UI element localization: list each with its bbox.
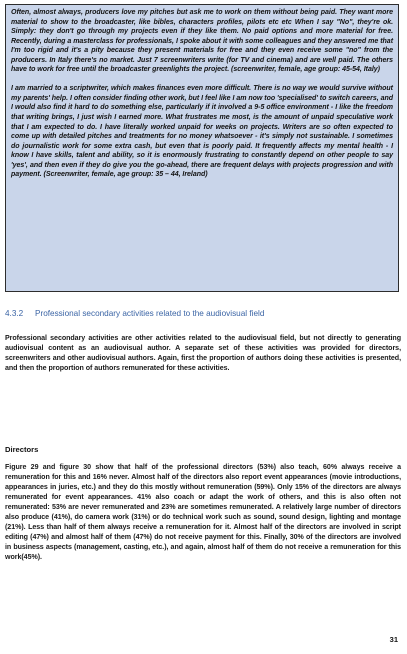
directors-heading: Directors — [5, 445, 39, 454]
quote-paragraph-screenwriter-italy: Often, almost always, producers love my pitches but ask me to work on them without being paid. They want more material to show to the broadcaster, like bibles, characters profiles, pilots etc etc When I say "No", they're ok. Simply: they don't go through my projects even if they like them. No paid options and more material for free. Recently, during a masterclass for professionals, I spoke about it with some colleagues and they answered me that I'm too rigid and it's a pity because they present materials for free and they even receive some "no" from the producers. In Italy there's no market. Just 7 screenwriters write (for TV and cinema) and are well paid. The others have to work for free until the broadcaster greenlights the project. (screenwriter, female, age group: 45-54, Italy) — [11, 9, 393, 74]
intro-paragraph: Professional secondary activities are other activities related to the audiovisual field, but not directly to generating audiovisual content as an audiovisual author. A separate set of these activities was provided for directors, screenwriters and other audiovisual authors. Again, first the proportion of authors doing these activities is presented, and then the proportion of authors remunerated for these activities. — [5, 334, 401, 373]
section-number: 4.3.2 — [5, 309, 24, 318]
section-heading — [5, 309, 264, 318]
page-number: 31 — [389, 635, 398, 644]
testimonial-quote-box — [5, 4, 399, 292]
quote-paragraph-screenwriter-ireland: I am married to a scriptwriter, which makes finances even more difficult. There is no way we would survive without my parents' help. I often consider finding other work, but I feel like I am now too 'specialised' to switch careers, and I would also find it hard to do something else, particularly if it involved a 9-5 office environment - I like the freedom that writing brings, I just wish I earned more. What frustrates me most, is the amount of unpaid speculative work that I am expected to do. I have literally worked unpaid for weeks on projects. Writers are so often expected to come up with detailed pitches and treatments for no money whatsoever - it's simply not sustainable. I sometimes do journalistic work for some extra cash, but even that is poorly paid. It frequently affects my mental health - I know I have skills, talent and ability, so it is enormously frustrating to constantly depend on other people to say 'yes', and then even if they do give you the go-ahead, there are frequent delays with projects progression and with payment. (Screenwriter, female, age group: 35 – 44, Ireland) — [11, 85, 393, 179]
section-title: Professional secondary activities related to the audiovisual field — [35, 309, 265, 318]
directors-paragraph: Figure 29 and figure 30 show that half of the professional directors (53%) also teach, 60% always receive a remuneration for this and 16% never. Almost half of the directors also report event appearances (movie introductions, appearances in juries, etc.) and they do this mostly without remuneration (59%). Only 15% of the directors are always remunerated for event appearances. 41% also coach or adapt the work of others, and this is also often not remunerated: 53% are never remunerated and 23% are sometimes remunerated. A relatively large number of directors also produce (41%), do camera work (31%) or do technical work such as sound, sound design, lighting and montage (21%). Less than half of them always receive a remuneration for it. Almost half of the directors are involved in script editing (47%) and almost half of them (47%) do not receive payment for this. Finally, 30% of the directors are involved in business aspects (management, casting, etc.), and again, almost half of them do not receive a remuneration for this work(45%). — [5, 463, 401, 562]
